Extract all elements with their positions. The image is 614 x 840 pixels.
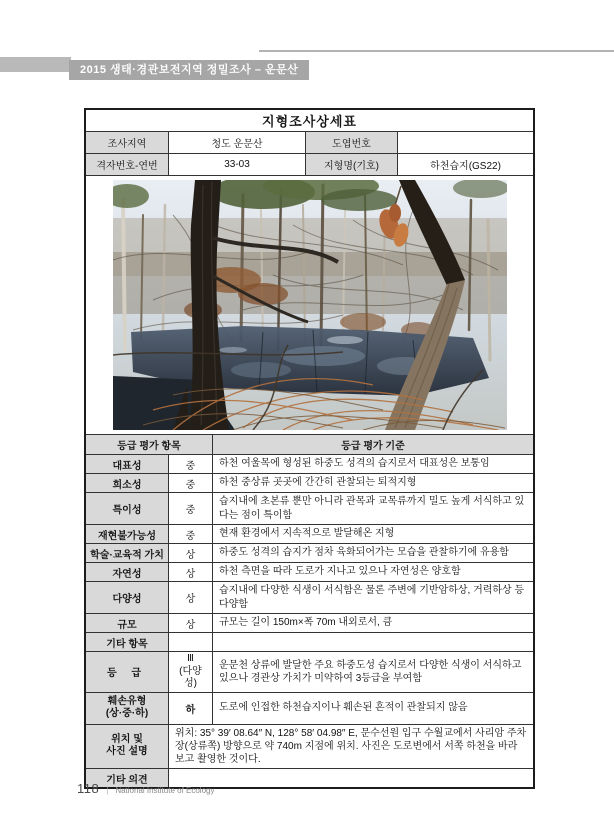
grade-value: 상	[169, 563, 213, 581]
landform-name-value: 하천습지(GS22)	[430, 161, 501, 172]
location-label	[86, 725, 169, 769]
item-label: 재현불가능성	[86, 525, 169, 543]
criteria-text: 하천 중상류 곳곳에 간간히 관찰되는 퇴적지형	[219, 477, 417, 489]
grade-value: 상	[169, 614, 213, 632]
item-label: 대표성	[86, 455, 169, 473]
assessment-row-diversity	[86, 582, 533, 614]
survey-area-label: 조사지역	[86, 132, 169, 153]
landform-name-label: 지형명(기호)	[306, 154, 398, 175]
header-side-tab	[0, 57, 71, 72]
grade-value: 중	[169, 525, 213, 543]
item-label: 학술·교육적 가치	[86, 544, 169, 562]
map-sheet-value	[398, 132, 533, 153]
item-label: 다양성	[86, 582, 169, 613]
damage-type-label-line1: 훼손유형	[107, 695, 147, 707]
grade-value: 중	[169, 493, 213, 524]
photo-cell	[86, 176, 533, 435]
grade-value: 중	[169, 474, 213, 492]
grade-value: 중	[169, 455, 213, 473]
criteria-text: 하천 여울목에 형성된 하중도 성격의 습지로서 대표성은 보통임	[219, 458, 490, 470]
grade-value: 상	[169, 582, 213, 613]
criteria-text: 하중도 성격의 습지가 점차 육화되어가는 모습을 관찰하기에 유용함	[219, 547, 509, 559]
criteria-text: 현재 환경에서 지속적으로 발달해온 지형	[219, 528, 395, 540]
assessment-row-scale	[86, 614, 533, 633]
map-sheet-label: 도엽번호	[306, 132, 398, 153]
damage-type-grade: 하	[169, 693, 213, 724]
grade-value	[169, 633, 213, 651]
info-row-2	[86, 154, 533, 176]
criteria-text	[213, 633, 533, 651]
damage-type-label-line2: (상·중·하)	[105, 708, 149, 719]
assessment-row-rarity	[86, 474, 533, 493]
assessment-criteria-header: 등급 평가 기준	[213, 435, 533, 454]
grade-basis: (다양성)	[179, 665, 202, 689]
location-description-row	[86, 725, 533, 770]
landform-survey-table	[84, 108, 535, 789]
page-footer	[77, 781, 214, 796]
assessment-row-damage-type	[86, 693, 533, 725]
footer-separator: |	[106, 786, 109, 795]
item-label: 자연성	[86, 563, 169, 581]
item-label: 규모	[86, 614, 169, 632]
survey-area-value: 청도 운문산	[169, 132, 306, 153]
location-description: 위치: 35° 39′ 08.64″ N, 128° 58′ 04.98″ E, 문수선원 입구 수월교에서 사리암 주차장(상류쪽) 방향으로 약 740m 지점에 위치. 사진은 도로변에서 서쪽 하천을 바라보고 촬영한 것이다.	[175, 727, 527, 765]
grid-number-label: 격자번호-연번	[86, 154, 169, 175]
table-title: 지형조사상세표	[86, 110, 533, 132]
criteria-text: 규모는 길이 150m×폭 70m 내외로서, 큼	[219, 617, 393, 629]
assessment-header-row	[86, 435, 533, 455]
assessment-row-uniqueness	[86, 493, 533, 525]
criteria-text: 습지내에 초본류 뿐만 아니라 관목과 교목류까지 밀도 높게 서식하고 있다는 점이 특이함	[219, 496, 525, 521]
page-number: 118	[77, 781, 100, 796]
grade-row-label: 등 급	[86, 652, 169, 692]
other-opinion-value	[169, 769, 533, 787]
assessment-row-grade	[86, 652, 533, 693]
header-rule	[259, 50, 614, 52]
assessment-row-representativeness	[86, 455, 533, 474]
grid-number-value: 33-03	[169, 154, 306, 175]
grade-value: 상	[169, 544, 213, 562]
assessment-row-other-items	[86, 633, 533, 652]
location-label-line1: 위치 및	[111, 733, 143, 745]
grade-roman-numeral: Ⅲ	[187, 653, 194, 664]
institute-name: National Institute of Ecology	[115, 786, 215, 795]
grade-row-value	[169, 652, 213, 692]
item-label: 기타 항목	[86, 633, 169, 651]
damage-type-label	[86, 693, 169, 724]
criteria-text: 습지내에 다양한 식생이 서식함은 물론 주변에 기반암하상, 거력하상 등 다양함	[219, 585, 525, 610]
assessment-row-academic-value	[86, 544, 533, 563]
info-row-1	[86, 132, 533, 154]
chapter-title-badge: 2015 생태·경관보전지역 정밀조사 – 운문산	[69, 60, 309, 80]
location-label-line2: 사진 설명	[106, 746, 148, 758]
assessment-row-irreproducibility	[86, 525, 533, 544]
wetland-photo	[113, 180, 507, 430]
grade-row-criteria: 운문천 상류에 발달한 주요 하중도성 습지로서 다양한 식생이 서식하고 있으나 경관상 가치가 미약하여 3등급을 부여함	[219, 659, 522, 684]
assessment-row-naturalness	[86, 563, 533, 582]
damage-type-criteria: 도로에 인접한 하천습지이나 훼손된 흔적이 관찰되지 않음	[219, 702, 468, 714]
item-label: 희소성	[86, 474, 169, 492]
criteria-text: 하천 측면을 따라 도로가 지나고 있으나 자연성은 양호함	[219, 566, 461, 578]
assessment-item-header: 등급 평가 항목	[86, 435, 213, 454]
other-opinion-label: 기타 의견	[86, 769, 169, 787]
item-label: 특이성	[86, 493, 169, 524]
